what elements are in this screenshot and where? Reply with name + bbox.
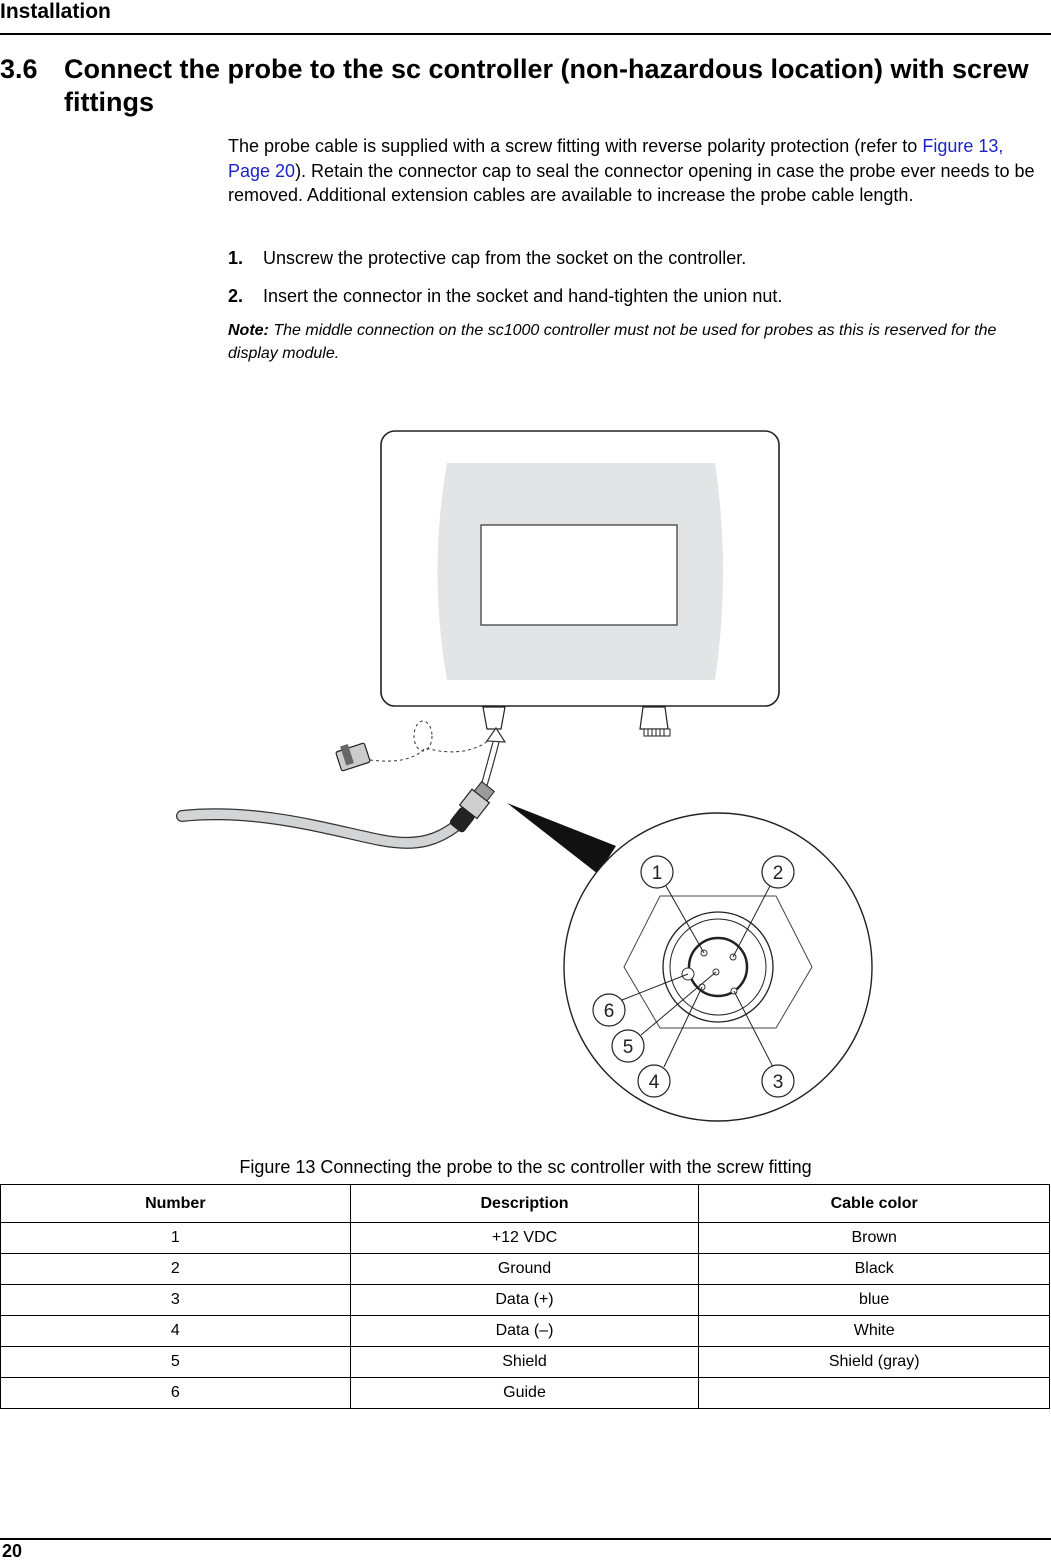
cell-description: Shield (350, 1347, 699, 1378)
table-row (1, 1254, 1050, 1285)
cell-number: 3 (1, 1285, 351, 1316)
table-row (1, 1316, 1050, 1347)
intro-text-start: The probe cable is supplied with a screw fitting with reverse polarity protection (refer to (228, 136, 923, 156)
column-header-description: Description (350, 1185, 699, 1223)
step-number: 2. (228, 286, 244, 306)
callout-label-3: 3 (772, 1072, 784, 1093)
callout-label-6: 6 (603, 1001, 615, 1022)
pin-assignment-table (0, 1184, 1050, 1409)
cell-description: +12 VDC (350, 1223, 699, 1254)
probe-connector (447, 780, 497, 835)
footer-rule (0, 1538, 1051, 1540)
detail-zoom-wedge (507, 803, 616, 874)
running-header: Installation (0, 0, 111, 23)
section-number: 3.6 (0, 54, 38, 84)
callout-label-1: 1 (651, 863, 663, 884)
cell-number: 4 (1, 1316, 351, 1347)
cell-description: Data (–) (350, 1316, 699, 1347)
figure-reference-link[interactable]: Figure 13, Page 20 (228, 136, 1004, 181)
right-socket-cap (644, 729, 670, 736)
table-row (1, 1378, 1050, 1409)
table-header-row (1, 1185, 1050, 1223)
intro-text-end: ). Retain the connector cap to seal the connector opening in case the probe ever needs to be removed. Additional extension cables are available to increase the probe cable length. (228, 160, 1035, 205)
intro-paragraph (228, 134, 1048, 208)
probe-socket-right (640, 707, 668, 729)
table-row (1, 1285, 1050, 1316)
cell-cable-color: White (699, 1316, 1050, 1347)
step-text: Insert the connector in the socket and hand-tighten the union nut. (263, 286, 783, 306)
step-number: 1. (228, 248, 244, 268)
cell-number: 1 (1, 1223, 351, 1254)
callout-label-2: 2 (772, 863, 784, 884)
cell-cable-color: Black (699, 1254, 1050, 1285)
page-number: 20 (2, 1541, 23, 1561)
cell-cable-color (699, 1378, 1050, 1409)
connection-illustration (0, 400, 1051, 1140)
display-window (481, 525, 677, 625)
cap-tether (370, 735, 495, 761)
cell-number: 2 (1, 1254, 351, 1285)
connector-detail-view (564, 813, 872, 1121)
cell-cable-color: Shield (gray) (699, 1347, 1050, 1378)
cell-cable-color: Brown (699, 1223, 1050, 1254)
cell-description: Ground (350, 1254, 699, 1285)
probe-socket-left (483, 707, 505, 729)
note-label: Note: (228, 322, 269, 339)
insertion-arrow (481, 742, 493, 786)
callout-label-4: 4 (648, 1072, 660, 1093)
table-row (1, 1223, 1050, 1254)
cell-description: Guide (350, 1378, 699, 1409)
cell-description: Data (+) (350, 1285, 699, 1316)
cell-number: 5 (1, 1347, 351, 1378)
section-title: Connect the probe to the sc controller (non-hazardous location) with screw fittings (64, 54, 1029, 117)
callout-label-5: 5 (622, 1037, 634, 1058)
note-text: The middle connection on the sc1000 controller must not be used for probes as this is reserved for the display module. (228, 322, 997, 362)
note (228, 319, 1018, 365)
column-header-number: Number (1, 1185, 351, 1223)
header-rule (0, 33, 1051, 35)
column-header-cable-color: Cable color (699, 1185, 1050, 1223)
figure-caption: Figure 13 Connecting the probe to the sc controller with the screw fitting (239, 1157, 812, 1177)
table-row (1, 1347, 1050, 1378)
step-text: Unscrew the protective cap from the socket on the controller. (263, 248, 747, 268)
cell-cable-color: blue (699, 1285, 1050, 1316)
protective-cap (336, 743, 371, 771)
cell-number: 6 (1, 1378, 351, 1409)
